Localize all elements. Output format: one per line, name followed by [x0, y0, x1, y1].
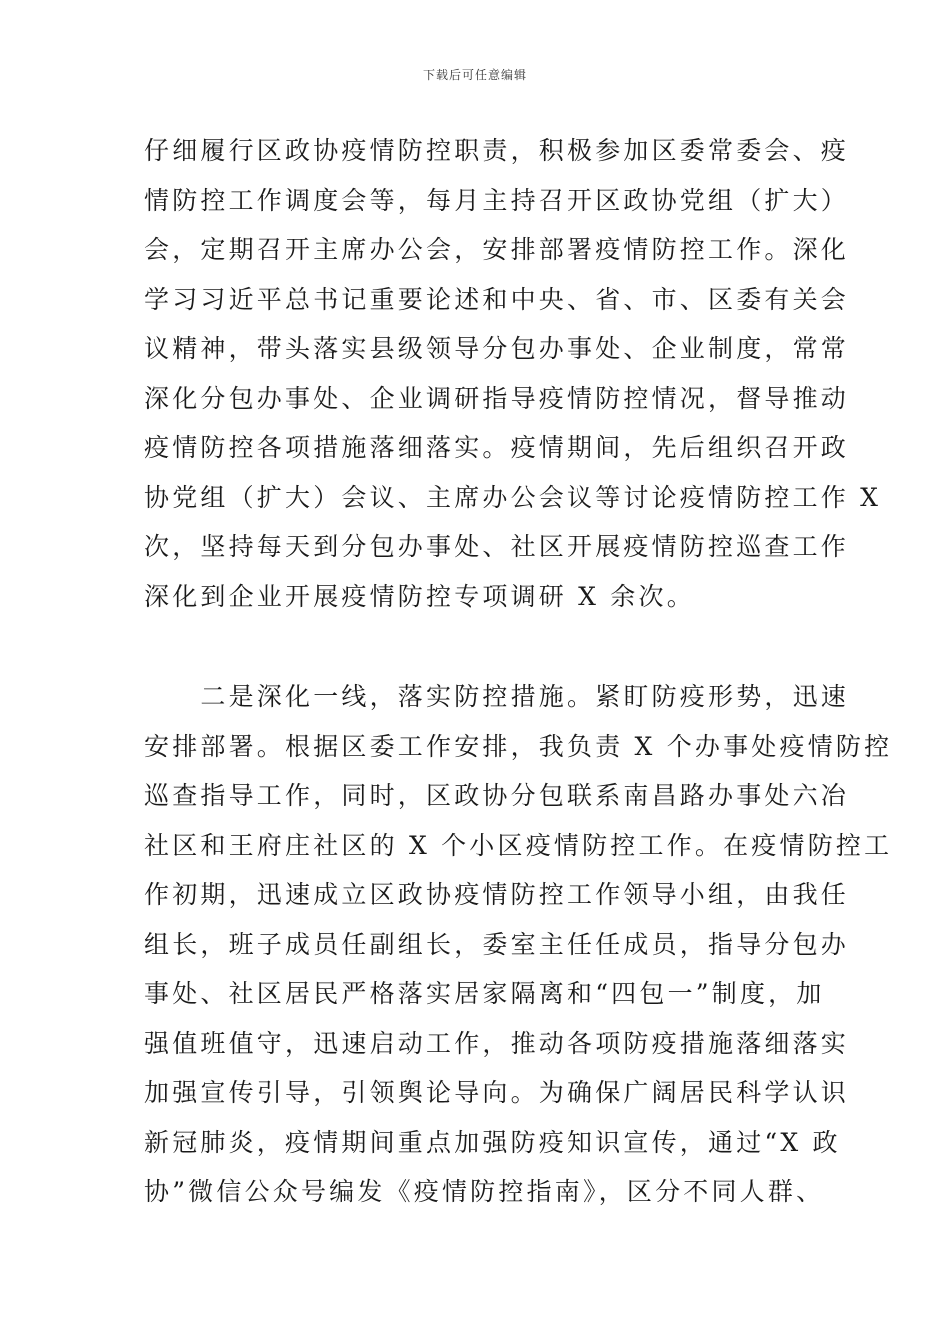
paragraph-1 [144, 126, 882, 621]
text-line: 事处、社区居民严格落实居家隔离和“四包一”制度，加 [144, 979, 825, 1008]
text-line: 协”微信公众号编发《疫情防控指南》，区分不同人群、 [144, 1177, 825, 1206]
text-line: 学习习近平总书记重要论述和中央、省、市、区委有关会 [144, 284, 850, 314]
text-line: 组长，班子成员任副组长，委室主任任成员，指导分包办 [144, 929, 850, 959]
text-line: 协党组（扩大）会议、主席办公会议等讨论疫情防控工作 X [144, 482, 882, 512]
text-line: 社区和王府庄社区的 X 个小区疫情防控工作。在疫情防控工 [144, 830, 893, 860]
text-line: 强值班值守，迅速启动工作，推动各项防疫措施落细落实 [144, 1028, 850, 1058]
text-line: 加强宣传引导，引领舆论导向。为确保广阔居民科学认识 [144, 1078, 850, 1107]
text-line: 作初期，迅速成立区政协疫情防控工作领导小组，由我任 [144, 880, 850, 909]
text-line: 仔细履行区政协疫情防控职责，积极参加区委常委会、疫 [144, 136, 850, 165]
page-header-note: 下载后可任意编辑 [422, 68, 527, 82]
text-line: 安排部署。根据区委工作安排，我负责 X 个办事处疫情防控 [144, 731, 893, 761]
text-line: 二是深化一线，落实防控措施。紧盯防疫形势，迅速 [144, 682, 850, 711]
text-line: 情防控工作调度会等，每月主持召开区政协党组（扩大） [144, 185, 850, 215]
text-line: 深化到企业开展疫情防控专项调研 X 余次。 [144, 581, 695, 611]
text-line: 巡查指导工作，同时，区政协分包联系南昌路办事处六冶 [144, 781, 850, 810]
text-line: 次，坚持每天到分包办事处、社区开展疫情防控巡查工作 [144, 532, 850, 561]
text-line: 新冠肺炎，疫情期间重点加强防疫知识宣传，通过“X 政 [144, 1127, 841, 1157]
paragraph-2 [144, 672, 893, 1217]
text-line: 疫情防控各项措施落细落实。疫情期间，先后组织召开政 [144, 433, 850, 462]
text-line: 深化分包办事处、企业调研指导疫情防控情况，督导推动 [144, 383, 850, 413]
text-line: 会，定期召开主席办公会，安排部署疫情防控工作。深化 [144, 235, 850, 264]
text-line: 议精神，带头落实县级领导分包办事处、企业制度，常常 [144, 334, 850, 363]
